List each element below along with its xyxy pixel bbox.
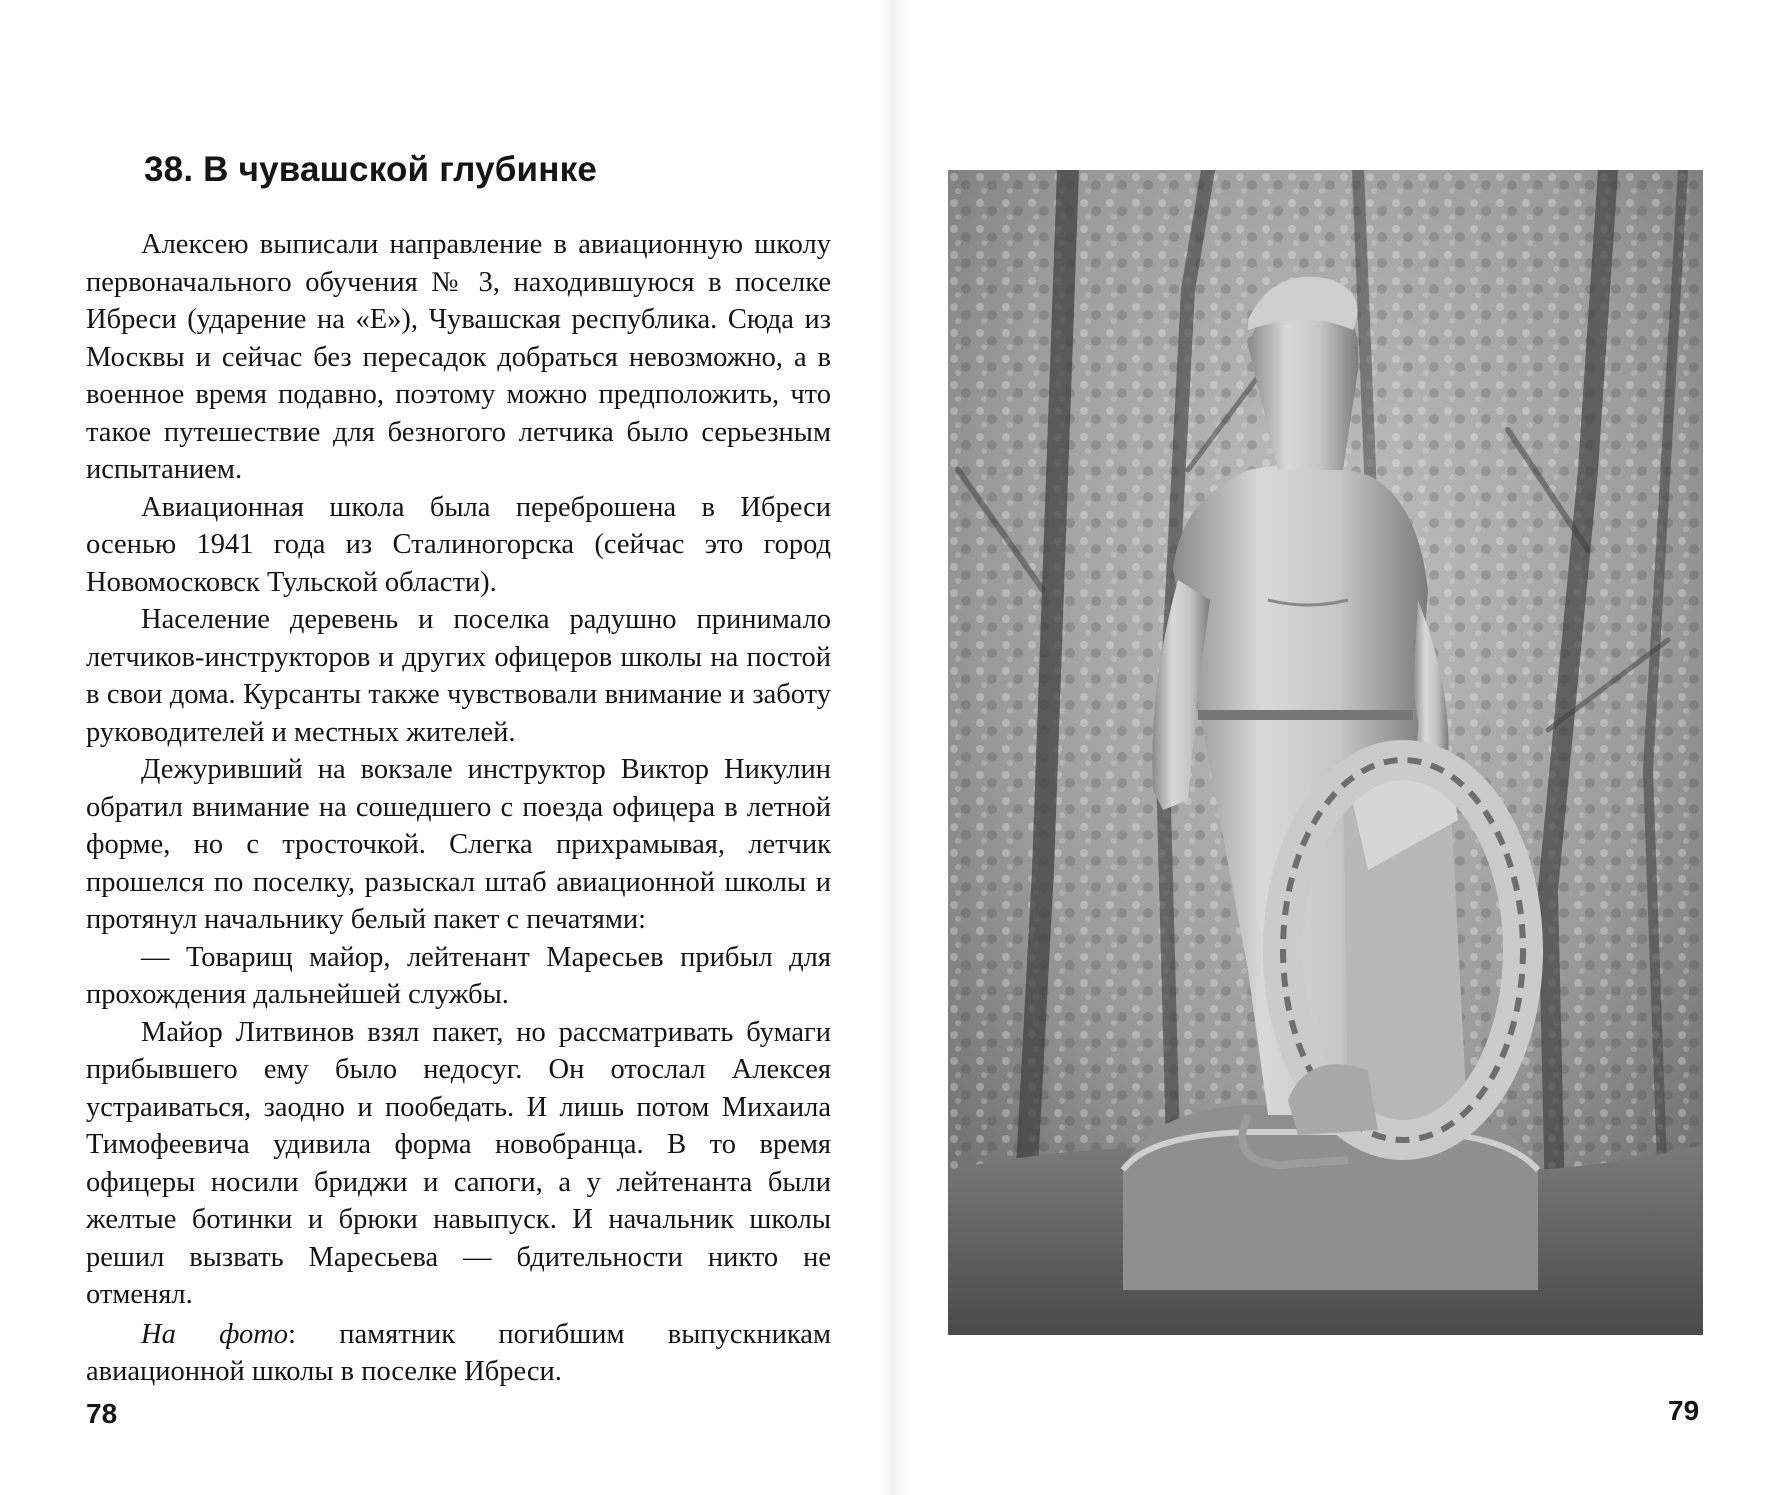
monument-photo xyxy=(948,170,1703,1335)
left-page xyxy=(0,0,894,1495)
paragraph: Население деревень и поселка радушно принимало летчиков-инструкторов и других офицеров школы на постой в свои дома. Курсанты также чувствовали внимание и заботу руководителей и местных жителей. xyxy=(86,604,831,748)
body-text xyxy=(86,226,831,1391)
paragraph: Авиационная школа была переброшена в Ибреси осенью 1941 года из Сталиногорска (сейчас это город Новомосковск Тульской области). xyxy=(86,491,831,598)
page-number-left: 78 xyxy=(86,1398,118,1429)
photo-caption xyxy=(86,1316,831,1391)
caption-lead: На фото xyxy=(141,1318,289,1350)
paragraph: Алексею выписали направление в авиационную школу первоначального обучения № 3, находившуюся в поселке Ибреси (ударение на «Е»), Чувашская республика. Сюда из Москвы и сейчас без пересадок добраться невозможно, а в военное время подавно, поэтому можно предположить, что такое путешествие для безногого летчика было серьезным испытанием. xyxy=(86,229,831,485)
monument-illustration xyxy=(948,170,1703,1335)
page-number-right: 79 xyxy=(1668,1395,1700,1426)
chapter-title: 38. В чувашской глубинке xyxy=(144,150,597,189)
paragraph: Дежуривший на вокзале инструктор Виктор Никулин обратил внимание на сошедшего с поезда офицера в летной форме, но с тросточкой. Слегка прихрамывая, летчик прошелся по поселку, разыскал штаб авиационной школы и протянул начальнику белый пакет с печатями: xyxy=(86,754,831,935)
caption-text: : памятник погибшим выпускникам авиационной школы в поселке Ибреси. xyxy=(86,1318,831,1387)
paragraph: — Товарищ майор, лейтенант Маресьев прибыл для прохождения дальнейшей службы. xyxy=(86,941,831,1010)
paragraph: Майор Литвинов взял пакет, но рассматривать бумаги прибывшего ему было недосуг. Он отослал Алексея устраиваться, заодно и пообедать. И лишь потом Михаила Тимофеевича удивила форма новобранца. В то время офицеры носили бриджи и сапоги, а у лейтенанта были желтые ботинки и брюки навыпуск. И начальник школы решил вызвать Маресьева — бдительности никто не отменял. xyxy=(86,1016,831,1310)
